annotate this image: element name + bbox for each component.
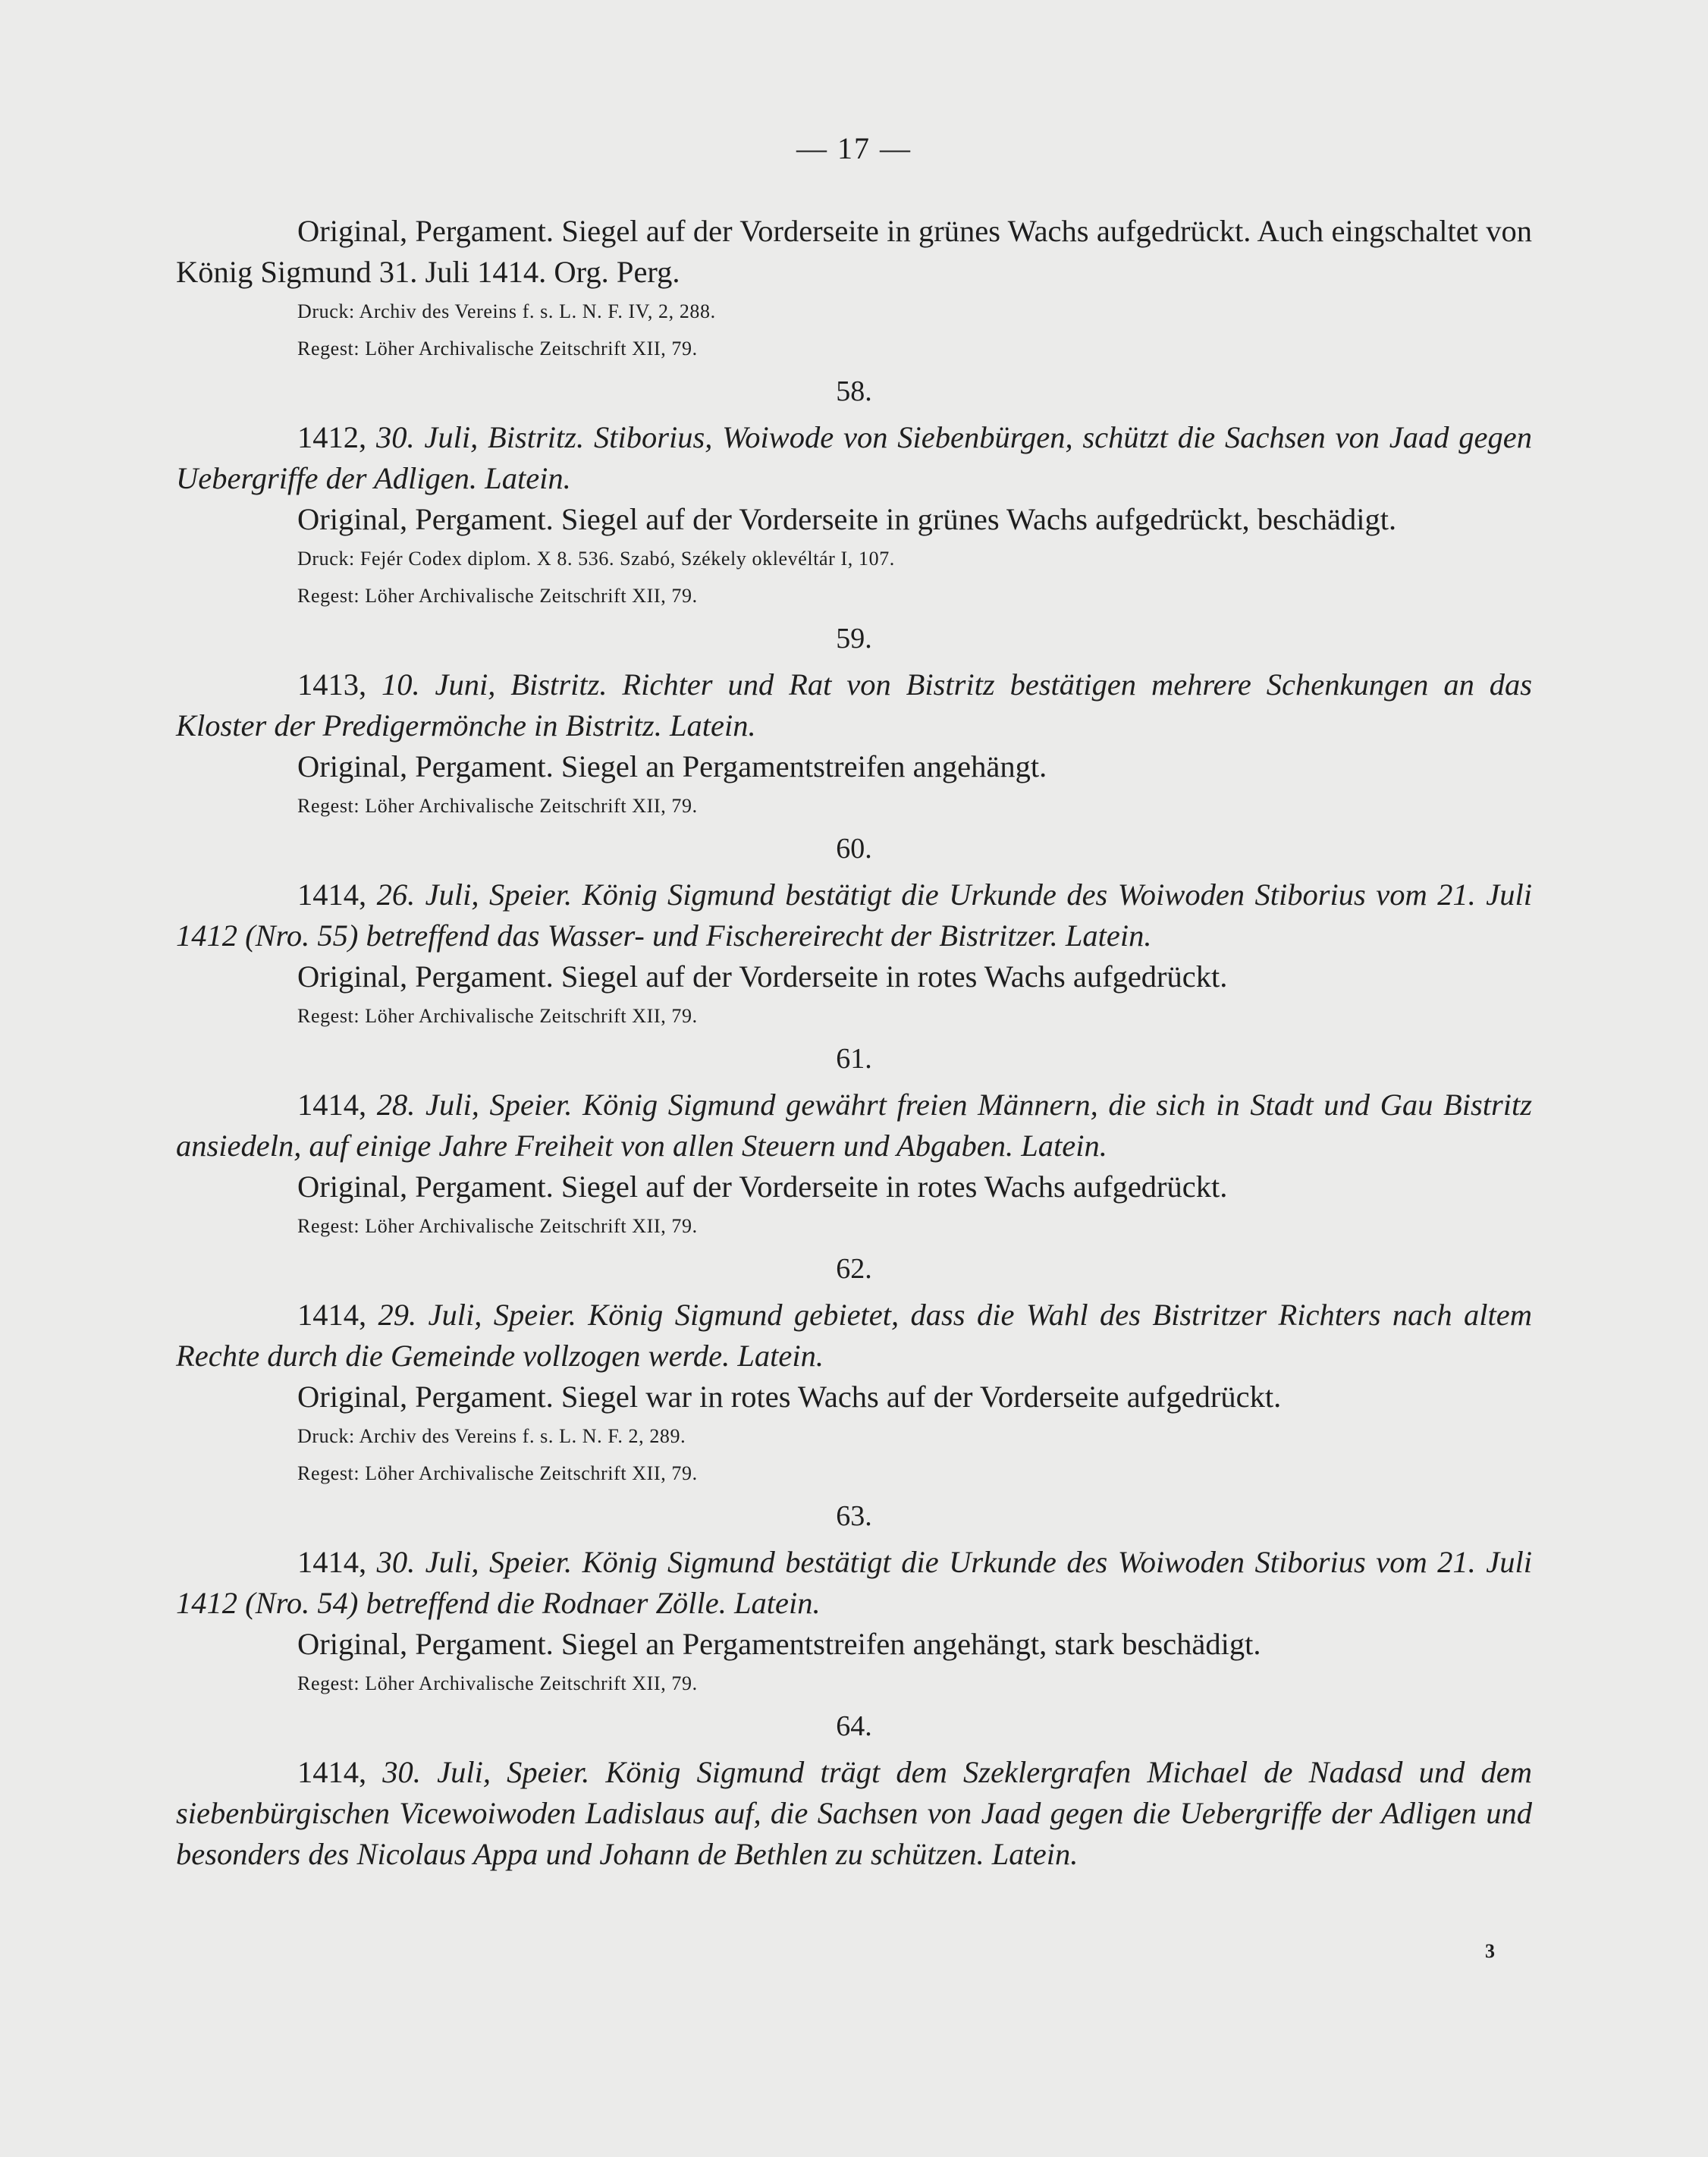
entry-original-note: Original, Pergament. Siegel war in rotes Wachs auf der Vorderseite aufgedrückt. — [297, 1380, 1282, 1414]
entry-original-note: Original, Pergament. Siegel an Pergamentstreifen angehängt, stark beschädigt. — [297, 1627, 1261, 1661]
entry-original-note: Original, Pergament. Siegel an Pergamentstreifen angehängt. — [297, 749, 1047, 783]
entry-summary: 26. Juli, Speier. König Sigmund bestätigt die Urkunde des Woiwoden Stiborius vom 21. Juli 1412 (Nro. 55) betreffend das Wasser- und Fischereirecht der Bistritzer. Latein. — [176, 878, 1532, 953]
entry-year: 1414, — [297, 1545, 367, 1579]
previous-entry-regest: Regest: Löher Archivalische Zeitschrift XII, 79. — [297, 338, 698, 360]
entry-year: 1412, — [297, 420, 367, 454]
entry-heading — [176, 1542, 1532, 1624]
previous-entry-druck: Druck: Archiv des Vereins f. s. L. N. F. IV, 2, 288. — [297, 300, 716, 322]
document-body — [176, 211, 1532, 1875]
entry-heading — [176, 1295, 1532, 1377]
entry-summary: 30. Juli, Speier. König Sigmund trägt dem Szeklergrafen Michael de Nadasd und dem siebenbürgischen Vicewoiwoden Ladislaus auf, die Sachsen von Jaad gegen die Uebergriffe der Adligen und besonders des Nicolaus Appa und Johann de Bethlen zu schützen. Latein. — [176, 1755, 1532, 1871]
entry-regest: Regest: Löher Archivalische Zeitschrift XII, 79. — [297, 1215, 698, 1237]
entry-druck: Druck: Fejér Codex diplom. X 8. 536. Szabó, Székely oklevéltár I, 107. — [297, 548, 895, 570]
entry-summary: 10. Juni, Bistritz. Richter und Rat von Bistritz bestätigen mehrere Schenkungen an das Kloster der Predigermönche in Bistritz. Latein. — [176, 667, 1532, 743]
signature-mark: 3 — [1485, 1940, 1495, 1962]
entry-number: 58. — [836, 375, 872, 407]
entry-year: 1413, — [297, 667, 367, 702]
entry-original-note: Original, Pergament. Siegel auf der Vorderseite in rotes Wachs aufgedrückt. — [297, 959, 1228, 994]
page-number: — 17 — — [796, 131, 912, 165]
entry-number: 62. — [836, 1253, 872, 1285]
entry-year: 1414, — [297, 1755, 367, 1789]
entry-summary: 30. Juli, Speier. König Sigmund bestätigt die Urkunde des Woiwoden Stiborius vom 21. Juli 1412 (Nro. 54) betreffend die Rodnaer Zölle. Latein. — [176, 1545, 1532, 1620]
entry-regest: Regest: Löher Archivalische Zeitschrift XII, 79. — [297, 795, 698, 817]
entry-druck: Druck: Archiv des Vereins f. s. L. N. F. 2, 289. — [297, 1425, 686, 1447]
entry-regest: Regest: Löher Archivalische Zeitschrift XII, 79. — [297, 585, 698, 607]
entry-year: 1414, — [297, 878, 367, 912]
entry-original-note: Original, Pergament. Siegel auf der Vorderseite in grünes Wachs aufgedrückt, beschädigt. — [297, 502, 1397, 536]
entry-regest: Regest: Löher Archivalische Zeitschrift XII, 79. — [297, 1462, 698, 1484]
entry-number: 64. — [836, 1710, 872, 1742]
entry-regest: Regest: Löher Archivalische Zeitschrift XII, 79. — [297, 1672, 698, 1694]
entry-heading — [176, 417, 1532, 499]
entry-summary: 30. Juli, Bistritz. Stiborius, Woiwode von Siebenbürgen, schützt die Sachsen von Jaad gegen Uebergriffe der Adligen. Latein. — [176, 420, 1533, 495]
entry-number: 59. — [836, 623, 872, 655]
entry-year: 1414, — [297, 1298, 367, 1332]
entry-number: 63. — [836, 1500, 872, 1532]
entry-summary: 29. Juli, Speier. König Sigmund gebietet, dass die Wahl des Bistritzer Richters nach altem Rechte durch die Gemeinde vollzogen werde. Latein. — [176, 1298, 1533, 1373]
entry-number: 61. — [836, 1043, 872, 1075]
entry-heading — [176, 1752, 1532, 1875]
previous-entry-original-note: Original, Pergament. Siegel auf der Vorderseite in grünes Wachs aufgedrückt. Auch eingschaltet von König Sigmund 31. Juli 1414. Org. Perg. — [176, 214, 1532, 289]
entry-regest: Regest: Löher Archivalische Zeitschrift XII, 79. — [297, 1005, 698, 1027]
entry-heading — [176, 664, 1532, 746]
entry-year: 1414, — [297, 1088, 367, 1122]
entry-heading — [176, 874, 1532, 956]
entry-heading — [176, 1085, 1532, 1166]
entry-summary: 28. Juli, Speier. König Sigmund gewährt freien Männern, die sich in Stadt und Gau Bistritz ansiedeln, auf einige Jahre Freiheit von allen Steuern und Abgaben. Latein. — [176, 1088, 1533, 1163]
entry-number: 60. — [836, 833, 872, 865]
entry-original-note: Original, Pergament. Siegel auf der Vorderseite in rotes Wachs aufgedrückt. — [297, 1170, 1228, 1204]
